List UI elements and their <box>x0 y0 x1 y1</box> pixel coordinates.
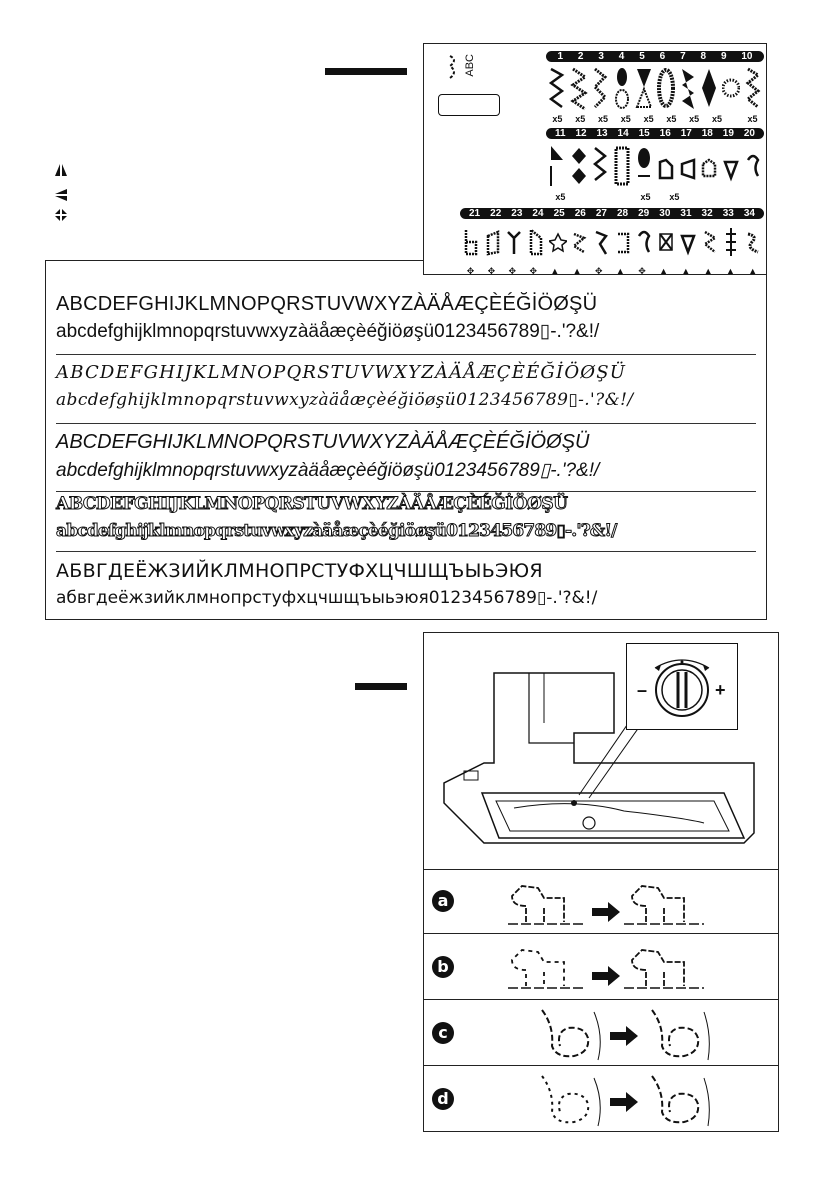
abc-label: ABC <box>464 54 476 77</box>
vertical-mirror-icon <box>54 163 68 177</box>
stitch-pattern-20[interactable] <box>744 142 762 190</box>
pattern-numbers-row-1: 1 2 3 4 5 6 7 8 9 10 <box>546 51 764 62</box>
four-way-mirror-icon <box>54 208 68 222</box>
dial-plus-label: + <box>715 680 726 700</box>
pattern-numbers-row-2: 11 12 13 14 15 16 17 18 19 20 <box>546 128 764 139</box>
loop-stitch-comparison-d <box>534 1072 714 1128</box>
font-samples-panel <box>45 260 767 620</box>
italic-font-lower: abcdefghijklmnopqrstuvwxyzàäåæçèéğiöøşü0123456789▯-.'?&!/ <box>56 460 600 481</box>
label-b: b <box>432 956 454 978</box>
multiplier-row-1: x5 x5 x5 x5 x5 x5 x5 x5 x5 <box>552 114 758 124</box>
label-a: a <box>432 890 454 912</box>
loop-stitch-comparison-c <box>534 1006 714 1062</box>
stitch-pattern-8[interactable] <box>700 65 718 111</box>
stitch-pattern-7[interactable] <box>679 65 697 111</box>
tension-adjust-figure <box>423 632 779 1132</box>
pattern-stitches-row-2 <box>546 141 764 191</box>
comparison-row-c <box>424 999 778 1066</box>
stitch-pattern-15[interactable] <box>635 142 653 190</box>
stitch-pattern-21[interactable] <box>462 224 480 260</box>
mirror-symbols-row-3: ✥ ✥ ✥ ✥ ▲ ▲ ✥ ▲ ✥ ▲ ▲ ▲ ▲ ▲ <box>466 265 758 276</box>
label-d: d <box>432 1088 454 1110</box>
stitch-pattern-10[interactable] <box>744 65 762 111</box>
abc-button[interactable] <box>438 94 500 116</box>
dog-stitch-comparison-a <box>504 878 724 930</box>
stitch-pattern-18[interactable] <box>700 142 718 190</box>
stitch-pattern-25[interactable] <box>549 224 567 260</box>
stitch-pattern-17[interactable] <box>679 142 697 190</box>
script-font-lower: abcdefghijklmnopqrstuvwxyzàäåæçèéğiöøşü0123456789▯-.'?&!/ <box>56 390 634 410</box>
stitch-pattern-3[interactable] <box>591 65 609 111</box>
block-font-lower: abcdefghijklmnopqrstuvwxyzàäåæçèéğiöøşü0123456789▯-.'?&!/ <box>56 321 600 342</box>
multiplier-row-2: x5 x5 x5 <box>555 192 680 202</box>
cyrillic-font-upper: АБВГДЕЁЖЗИЙКЛМНОПРСТУФХЦЧШЩЪЫЬЭЮЯ <box>56 560 543 582</box>
block-font-upper: ABCDEFGHIJKLMNOPQRSTUVWXYZÀÄÅÆÇÈÉĞİÖØŞÜ <box>56 293 598 315</box>
tension-dial-inset <box>626 643 738 730</box>
font-separator <box>56 551 756 552</box>
stitch-pattern-14[interactable] <box>613 142 631 190</box>
stitch-pattern-5[interactable] <box>635 65 653 111</box>
pattern-stitches-row-3 <box>460 222 764 262</box>
stitch-pattern-4[interactable] <box>613 65 631 111</box>
stitch-pattern-23[interactable] <box>505 224 523 260</box>
pattern-stitches-row-1 <box>546 64 764 112</box>
stitch-pattern-26[interactable] <box>570 224 588 260</box>
cyrillic-font-lower: абвгдеёжзийклмнопрстуфхцчшщъыьэюя0123456789▯-.'?&!/ <box>56 588 598 608</box>
script-font-upper: ABCDEFGHIJKLMNOPQRSTUVWXYZÀÄÅÆÇÈÉĞİÖØŞÜ <box>56 362 627 383</box>
dog-stitch-comparison-b <box>504 942 724 994</box>
section-rule-bottom <box>355 683 407 690</box>
stitch-pattern-13[interactable] <box>591 142 609 190</box>
dial-minus-label: – <box>637 680 648 700</box>
comparison-row-b <box>424 933 778 1000</box>
stitch-pattern-9[interactable] <box>722 65 740 111</box>
comparison-row-d <box>424 1065 778 1132</box>
stitch-pattern-33[interactable] <box>722 224 740 260</box>
stitch-pattern-27[interactable] <box>592 224 610 260</box>
outline-font-lower: abcdefghijklmnopqrstuvwxyzàäåæçèéğiöøşü0123456789▯-.'?&!/ <box>56 521 617 541</box>
stitch-pattern-6[interactable] <box>657 65 675 111</box>
outline-font-upper: ABCDEFGHIJKLMNOPQRSTUVWXYZÀÄÅÆÇÈÉĞİÖØŞÜ <box>56 494 568 514</box>
stitch-pattern-30[interactable] <box>657 224 675 260</box>
italic-font-upper: ABCDEFGHIJKLMNOPQRSTUVWXYZÀÄÅÆÇÈÉĞİÖØŞÜ <box>56 431 590 453</box>
stitch-pattern-24[interactable] <box>527 224 545 260</box>
stitch-pattern-34[interactable] <box>744 224 762 260</box>
stitch-pattern-2[interactable] <box>570 65 588 111</box>
pattern-numbers-row-3: 21 22 23 24 25 26 27 28 29 30 31 32 33 34 <box>460 208 764 219</box>
stitch-pattern-22[interactable] <box>484 224 502 260</box>
pattern-chart <box>423 43 767 275</box>
font-separator <box>56 354 756 355</box>
stitch-pattern-32[interactable] <box>701 224 719 260</box>
horizontal-mirror-icon <box>54 188 68 202</box>
label-c: c <box>432 1022 454 1044</box>
stitch-pattern-31[interactable] <box>679 224 697 260</box>
stitch-pattern-16[interactable] <box>657 142 675 190</box>
stitch-pattern-11[interactable] <box>548 142 566 190</box>
stitch-pattern-12[interactable] <box>570 142 588 190</box>
comparison-row-a <box>424 869 778 934</box>
font-separator <box>56 423 756 424</box>
stitch-pattern-19[interactable] <box>722 142 740 190</box>
section-rule-top <box>325 68 407 75</box>
stitch-pattern-1[interactable] <box>548 65 566 111</box>
stitch-pattern-28[interactable] <box>614 224 632 260</box>
stitch-pattern-29[interactable] <box>635 224 653 260</box>
font-separator <box>56 491 756 492</box>
